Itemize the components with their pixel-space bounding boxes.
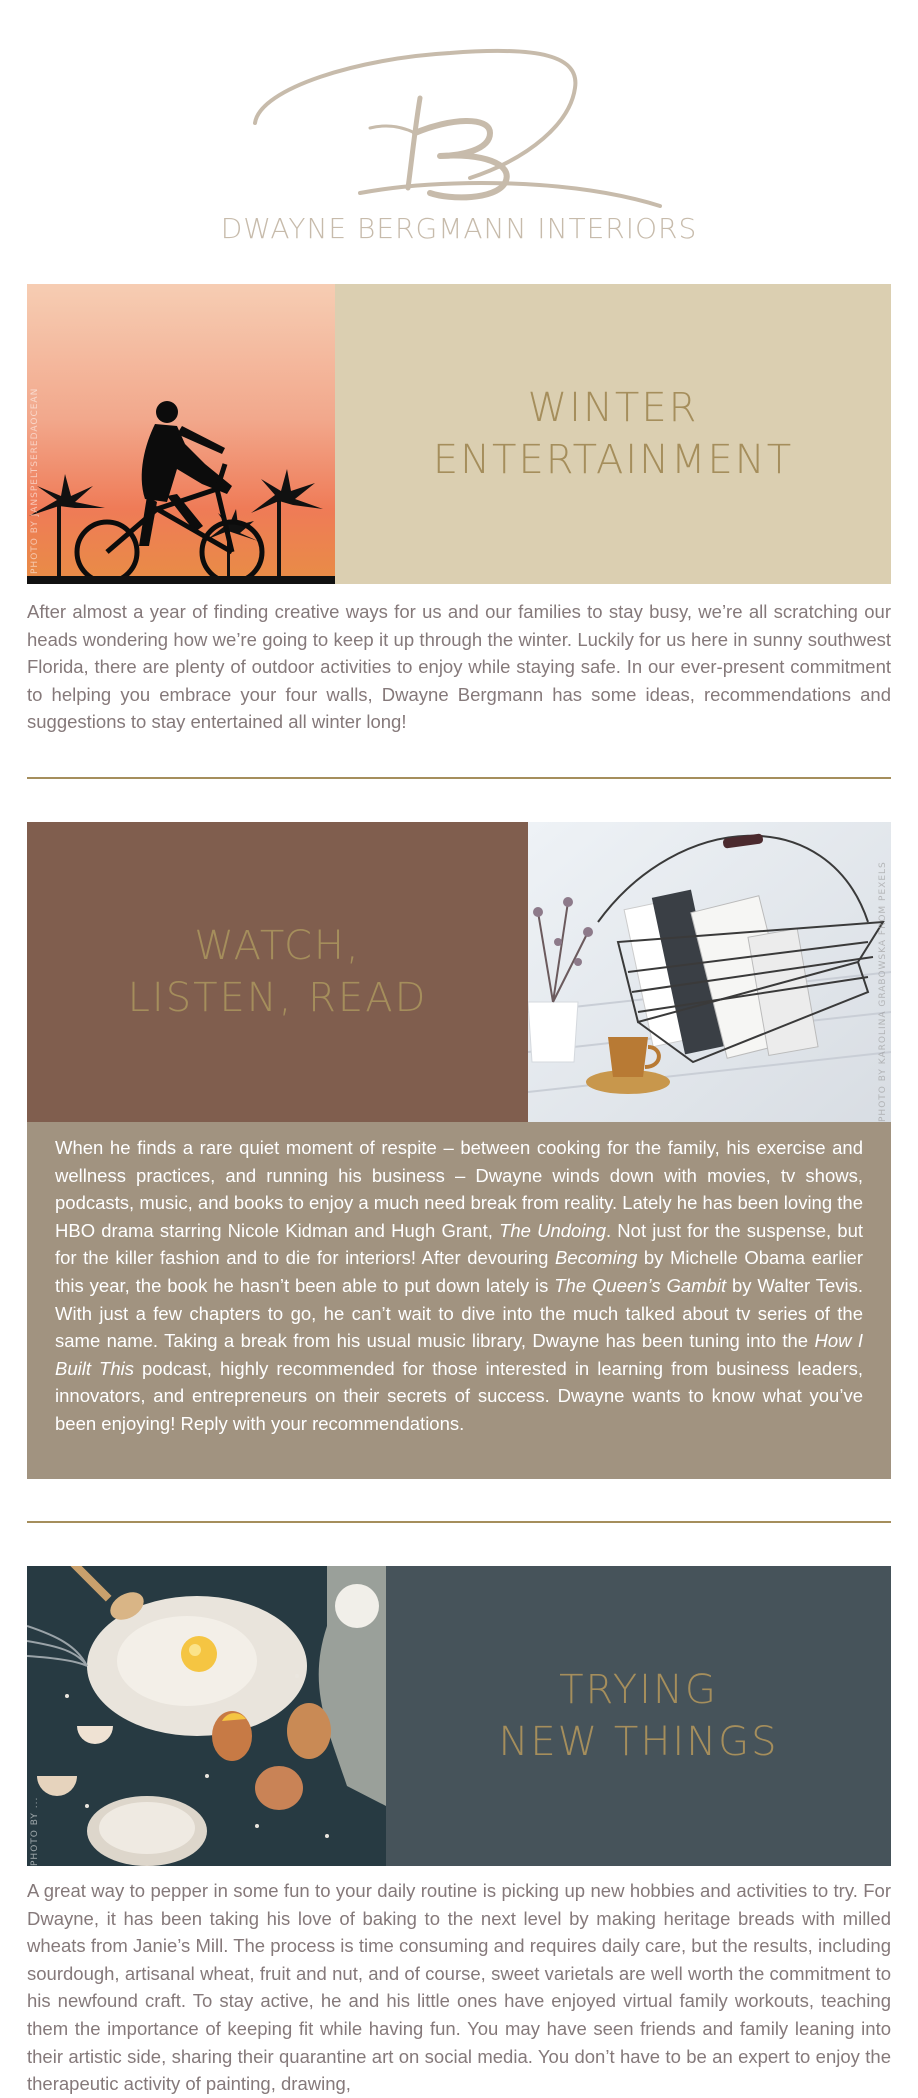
trying-new-things-title-box bbox=[386, 1566, 891, 1866]
brand-header bbox=[0, 20, 918, 250]
section-title bbox=[128, 920, 428, 1024]
section-title bbox=[498, 1664, 778, 1768]
book-title: Becoming bbox=[555, 1247, 638, 1269]
cyclist-sunset-image bbox=[27, 284, 335, 584]
winter-entertainment-title-box bbox=[335, 284, 891, 584]
watch-listen-read-text bbox=[55, 1134, 863, 1438]
text-run: When he finds a rare quiet moment of respite – between cooking for the family, his exercise and wellness practices, and running his business – Dwayne winds down with movies, tv shows, podcasts, music, and books to enjoy a much need break from reality. Lately he has been loving the HBO drama starring Nicole Kidman and Hugh Grant, bbox=[55, 1137, 863, 1241]
watch-listen-read-title-box bbox=[27, 822, 528, 1122]
brand-name: DWAYNE BERGMANN INTERIORS bbox=[220, 212, 698, 245]
book-title: The Queen’s Gambit bbox=[554, 1274, 727, 1296]
podcast-title: How I Built This bbox=[55, 1330, 863, 1379]
text-run: podcast, highly recommended for those interested in learning from business leaders, innovators, and entrepreneurs on their secrets of success. Dwayne wants to know what you’ve been enjoying! Reply with your recommendations. bbox=[55, 1357, 864, 1434]
section-title bbox=[433, 382, 793, 486]
section-divider bbox=[27, 777, 891, 779]
winter-intro-text: After almost a year of finding creative ways for us and our families to stay busy, we’re all scratching our heads wondering how we’re going to keep it up through the winter. Luckily for us here in sunny southwest Florida, there are plenty of outdoor activities to enjoy while staying safe. In our ever-present commitment to helping you embrace your four walls, Dwayne Bergmann has some ideas, recommendations and suggestions to stay entertained all winter long! bbox=[27, 601, 891, 733]
title-line-2: LISTEN, READ bbox=[127, 975, 428, 1021]
text-run: by Walter Tevis. With just a few chapters to go, he can’t wait to dive into the much talked about tv series of the same name. Taking a break from his usual music library, Dwayne has been tuning into the bbox=[55, 1274, 864, 1352]
watch-listen-read-body bbox=[27, 1122, 891, 1479]
title-line-1: TRYING bbox=[559, 1667, 718, 1713]
text-run: by Michelle Obama earlier this year, the book he hasn’t been able to put down lately is bbox=[55, 1247, 864, 1296]
title-line-2: ENTERTAINMENT bbox=[432, 437, 794, 483]
baking-flour-eggs-image bbox=[27, 1566, 386, 1866]
photo-credit: PHOTO BY JANSPELTSEREDAOCEAN bbox=[30, 387, 40, 574]
brand-logo-monogram bbox=[240, 28, 680, 208]
title-line-1: WINTER bbox=[527, 385, 699, 431]
photo-credit: PHOTO BY ... bbox=[30, 1796, 40, 1866]
title-line-2: NEW THINGS bbox=[498, 1719, 779, 1765]
books-basket-image bbox=[528, 822, 891, 1122]
trying-new-things-text: A great way to pepper in some fun to your daily routine is picking up new hobbies and activities to try. For Dwayne, it has been taking his love of baking to the next level by making heritage breads with milled wheats from Janie’s Mill. The process is time consuming and requires daily care, but the results, including sourdough, artisanal wheat, fruit and nut, and of course, sweet varietals are well worth the commitment to his newfound craft. To stay active, he and his little ones have enjoyed virtual family workouts, teaching them the importance of keeping fit while having fun. You may have seen friends and family leaning into their artistic side, sharing their quarantine art on social media. You don’t have to be an expert to enjoy the therapeutic activity of painting, drawing, bbox=[27, 1880, 891, 2095]
show-title: The Undoing bbox=[499, 1219, 607, 1241]
photo-credit: PHOTO BY KAROLINA GRABOWSKA FROM PEXELS bbox=[878, 861, 888, 1122]
section-divider bbox=[27, 1521, 891, 1523]
title-line-1: WATCH, bbox=[194, 923, 361, 969]
text-run: . Not just for the suspense, but for the killer fashion and to die for interiors! After devouring bbox=[55, 1219, 863, 1269]
